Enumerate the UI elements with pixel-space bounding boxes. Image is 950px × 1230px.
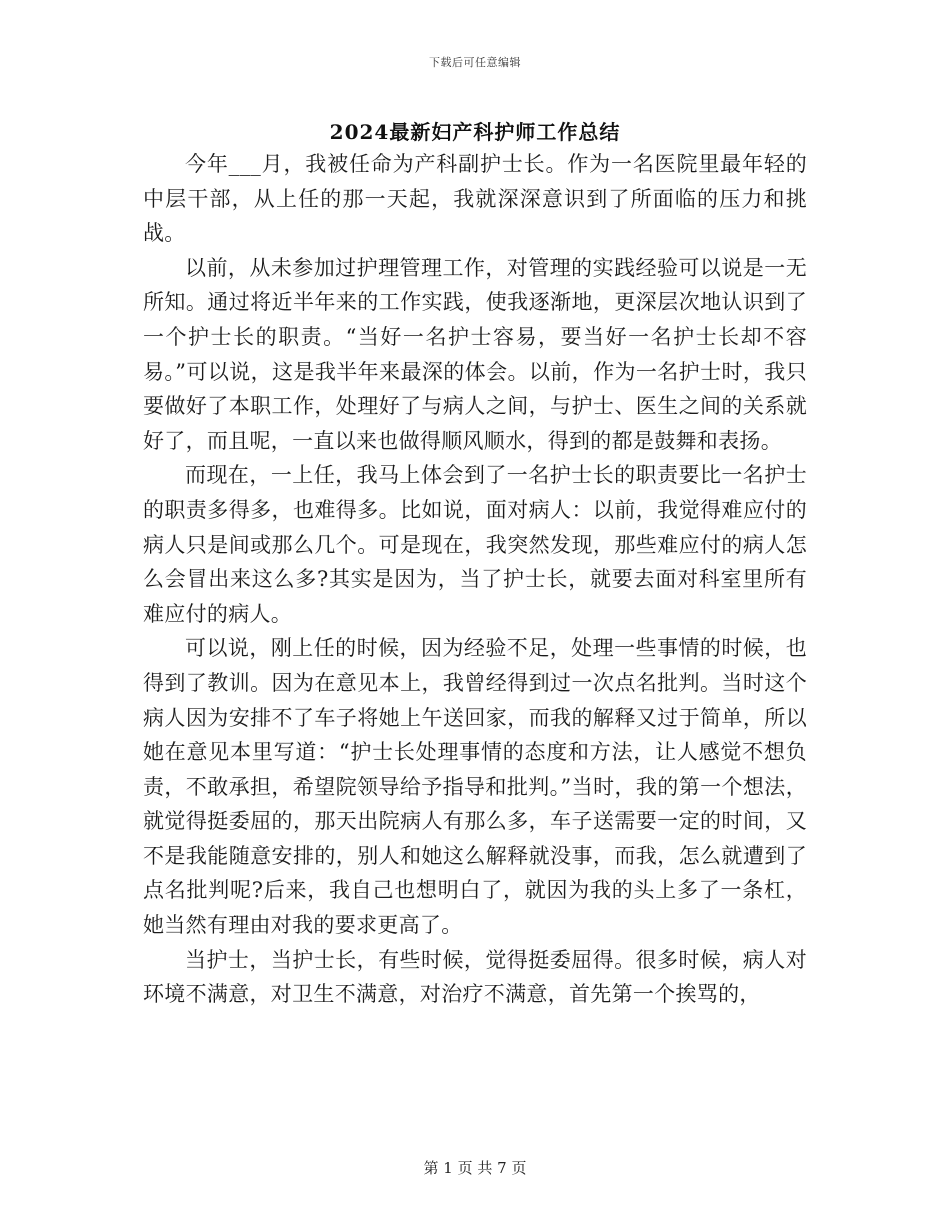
paragraph-5: 当护士，当护士长，有些时候，觉得挺委屈得。很多时候，病人对环境不满意，对卫生不满意，对治疗不满意，首先第一个挨骂的， xyxy=(143,947,807,1007)
paragraph-2: 以前，从未参加过护理管理工作，对管理的实践经验可以说是一无所知。通过将近半年来的工作实践，使我逐渐地，更深层次地认识到了一个护士长的职责。“当好一名护士容易，要当好一名护士长却不容易。”可以说，这是我半年来最深的体会。以前，作为一名护士时，我只要做好了本职工作，处理好了与病人之间，与护士、医生之间的关系就好了，而且呢，一直以来也做得顺风顺水，得到的都是鼓舞和表扬。 xyxy=(143,255,807,453)
paragraph-4: 可以说，刚上任的时候，因为经验不足，处理一些事情的时候，也得到了教训。因为在意见本上，我曾经得到过一次点名批判。当时这个病人因为安排不了车子将她上午送回家，而我的解释又过于简单，所以她在意见本里写道：“护士长处理事情的态度和方法，让人感觉不想负责，不敢承担，希望院领导给予指导和批判。”当时，我的第一个想法，就觉得挺委屈的，那天出院病人有那么多，车子送需要一定的时间，又不是我能随意安排的，别人和她这么解释就没事，而我，怎么就遭到了点名批判呢?后来，我自己也想明白了，就因为我的头上多了一条杠，她当然有理由对我的要求更高了。 xyxy=(143,636,807,938)
header-note: 下载后可任意编辑 xyxy=(429,56,521,69)
paragraph-1: 今年___月，我被任命为产科副护士长。作为一名医院里最年轻的中层干部，从上任的那一天起，我就深深意识到了所面临的压力和挑战。 xyxy=(143,152,807,246)
document-body xyxy=(143,147,807,1012)
paragraph-3: 而现在，一上任，我马上体会到了一名护士长的职责要比一名护士的职责多得多，也难得多。比如说，面对病人：以前，我觉得难应付的病人只是间或那么几个。可是现在，我突然发现，那些难应付的病人怎么会冒出来这么多?其实是因为，当了护士长，就要去面对科室里所有难应付的病人。 xyxy=(143,463,807,626)
document-title: 2024最新妇产科护师工作总结 xyxy=(329,120,621,144)
page-number: 第 1 页 共 7 页 xyxy=(423,1159,527,1177)
